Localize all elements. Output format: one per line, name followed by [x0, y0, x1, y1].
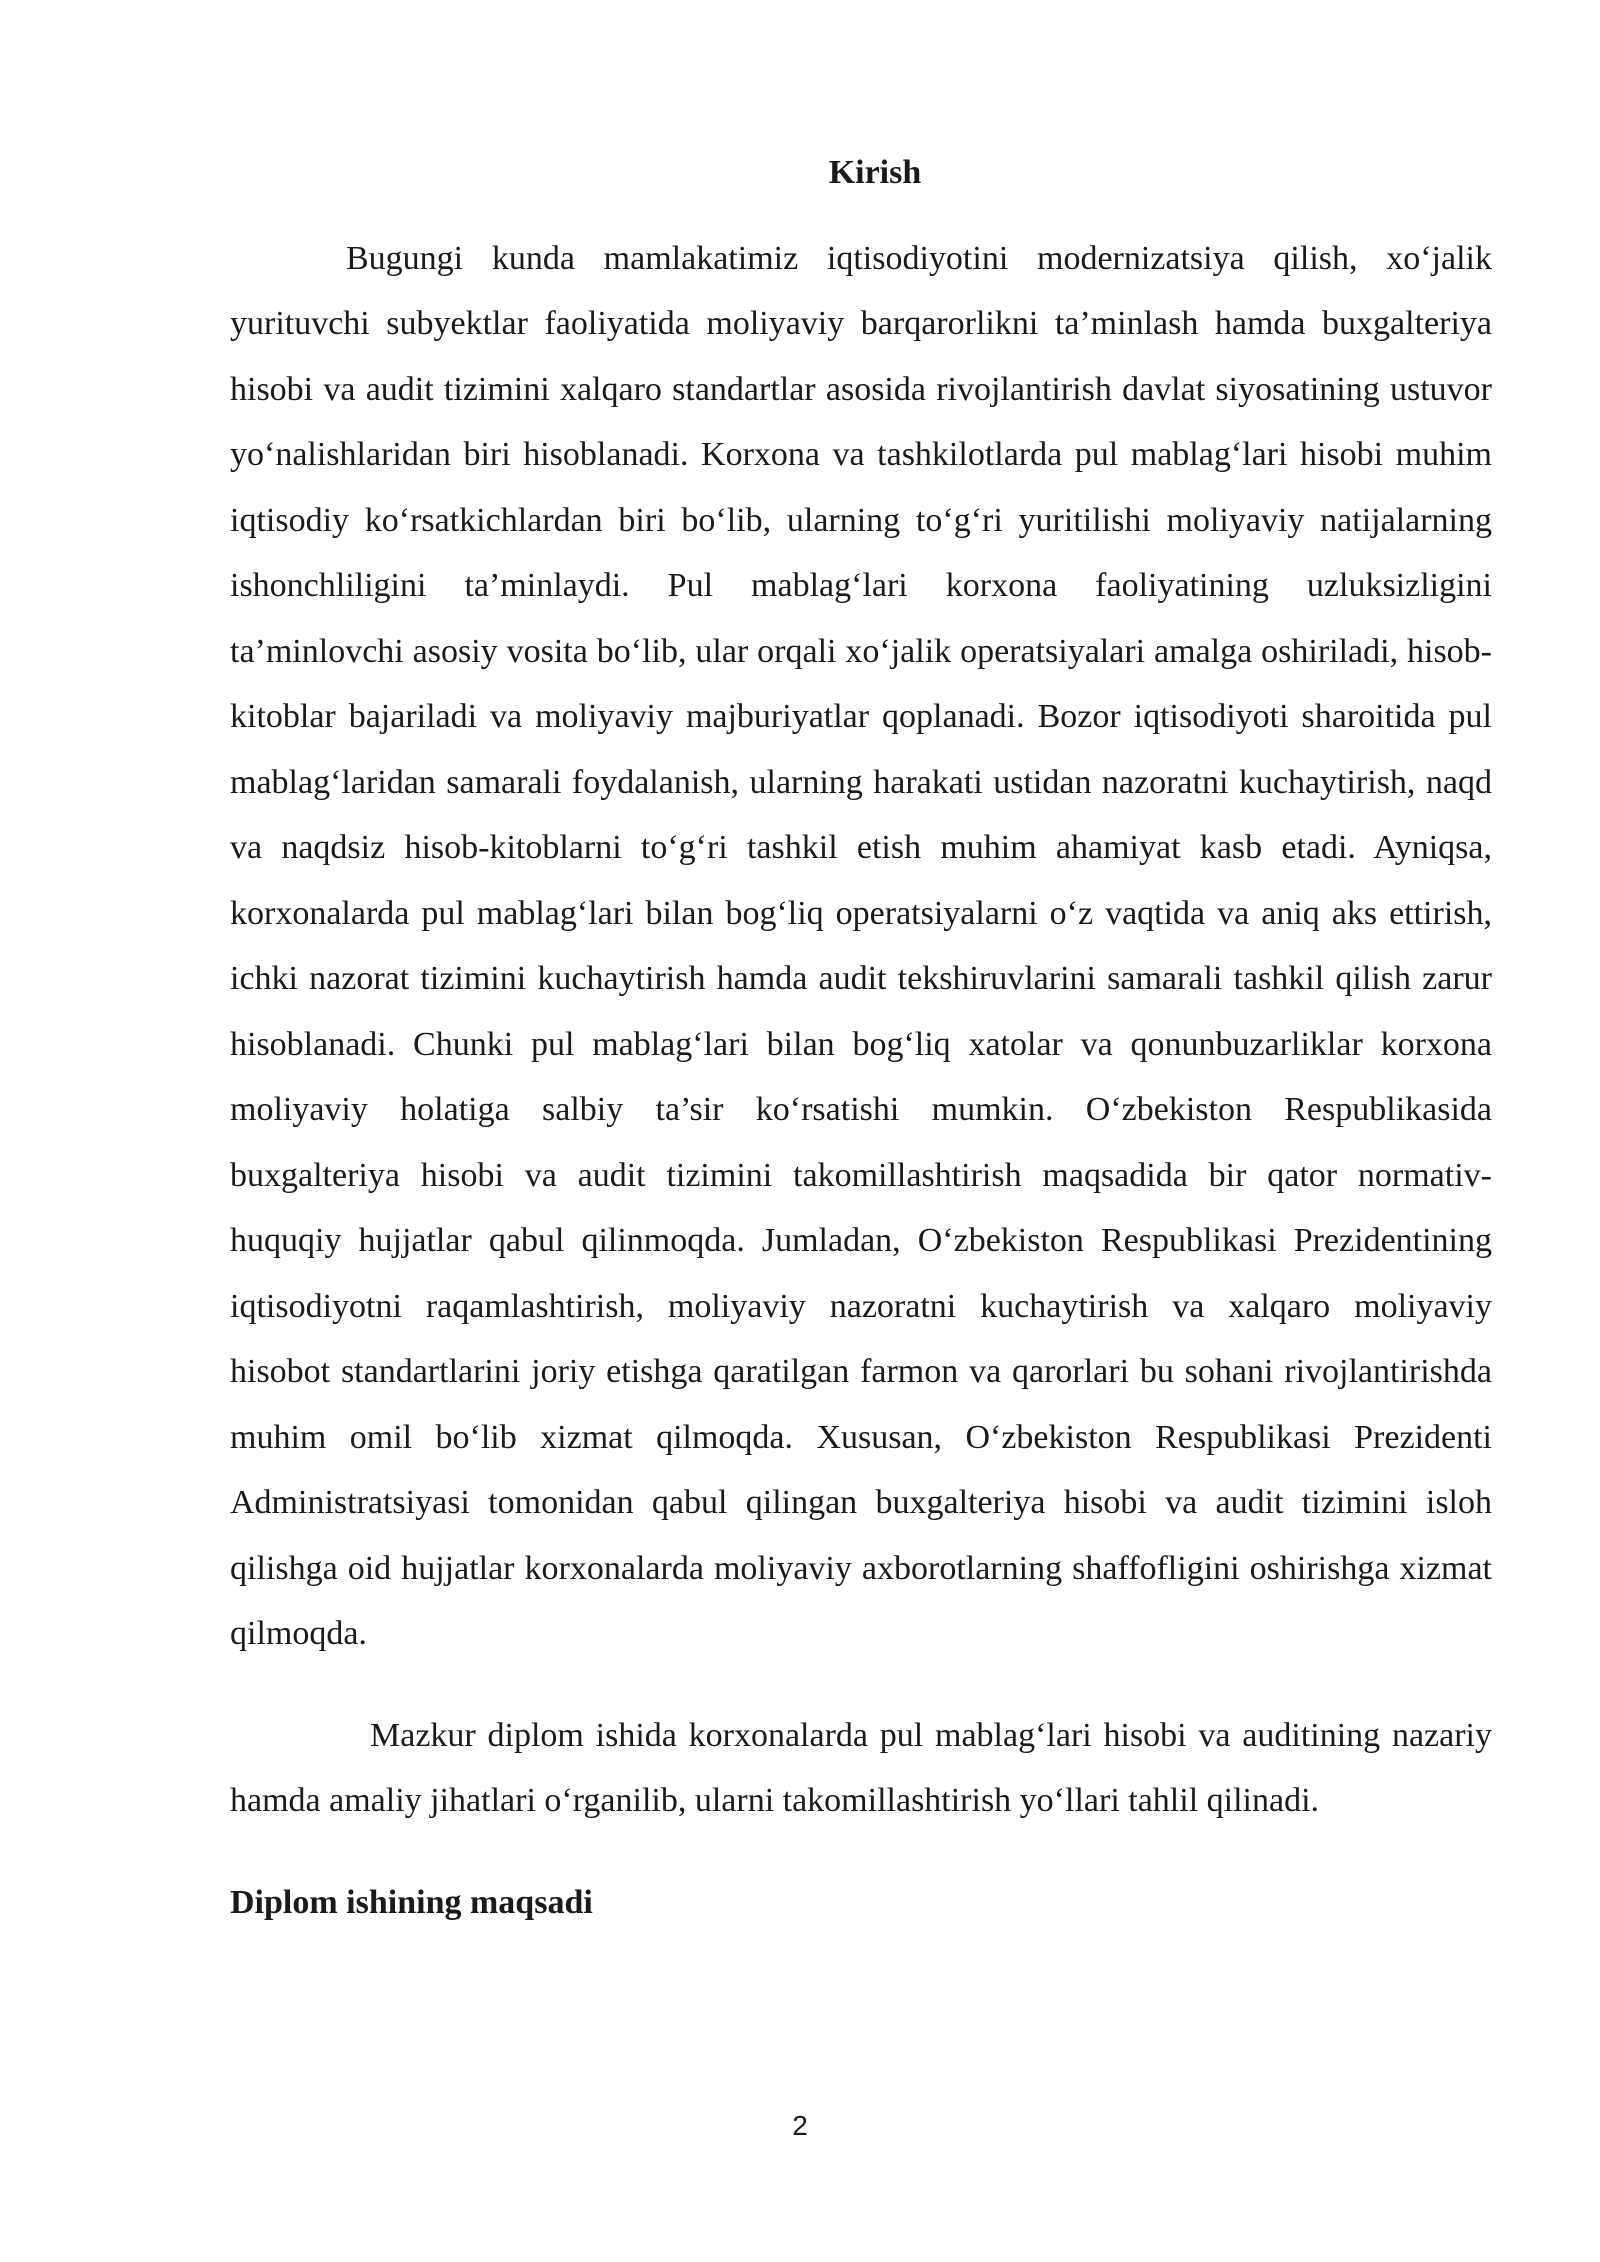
page-content — [230, 140, 1492, 1935]
section-title: Kirish — [828, 154, 922, 191]
scope-paragraph: Mazkur diplom ishida korxonalarda pul mablag‘lari hisobi va auditining nazariy hamda amaliy jihatlari o‘rganilib, ularni takomillashtirish yo‘llari tahlil qilinadi. — [230, 1716, 1492, 1819]
intro-paragraph: Bugungi kunda mamlakatimiz iqtisodiyotini modernizatsiya qilish, xo‘jalik yurituvchi subyektlar faoliyatida moliyaviy barqarorlikni ta’minlash hamda buxgalteriya hisobi va audit tizimini xalqaro standartlar asosida rivojlantirish davlat siyosatining ustuvor yo‘nalishlaridan biri hisoblanadi. Korxona va tashkilotlarda pul mablag‘lari hisobi muhim iqtisodiy ko‘rsatkichlardan biri bo‘lib, ularning to‘g‘ri yuritilishi moliyaviy natijalarning ishonchliligini ta’minlaydi. Pul mablag‘lari korxona faoliyatining uzluksizligini ta’minlovchi asosiy vosita bo‘lib, ular orqali xo‘jalik operatsiyalari amalga oshiriladi, hisob-kitoblar bajariladi va moliyaviy majburiyatlar qoplanadi. Bozor iqtisodiyoti sharoitida pul mablag‘laridan samarali foydalanish, ularning harakati ustidan nazoratni kuchaytirish, naqd va naqdsiz hisob-kitoblarni to‘g‘ri tashkil etish muhim ahamiyat kasb etadi. Ayniqsa, korxonalarda pul mablag‘lari bilan bog‘liq operatsiyalarni o‘z vaqtida va aniq aks ettirish, ichki nazorat tizimini kuchaytirish hamda audit tekshiruvlarini samarali tashkil qilish zarur hisoblanadi. Chunki pul mablag‘lari bilan bog‘liq xatolar va qonunbuzarliklar korxona moliyaviy holatiga salbiy ta’sir ko‘rsatishi mumkin. O‘zbekiston Respublikasida buxgalteriya hisobi va audit tizimini takomillashtirish maqsadida bir qator normativ-huquqiy hujjatlar qabul qilinmoqda. Jumladan, O‘zbekiston Respublikasi Prezidentining iqtisodiyotni raqamlashtirish, moliyaviy nazoratni kuchaytirish va xalqaro moliyaviy hisobot standartlarini joriy etishga qaratilgan farmon va qarorlari bu sohani rivojlantirishda muhim omil bo‘lib xizmat qilmoqda. Xususan, O‘zbekiston Respublikasi Prezidenti Administratsiyasi tomonidan qabul qilingan buxgalteriya hisobi va audit tizimini isloh qilishga oid hujjatlar korxonalarda moliyaviy axborotlarning shaffofligini oshirishga xizmat qilmoqda. — [230, 239, 1492, 1652]
page-number: 2 — [792, 2110, 808, 2141]
subheading-goal: Diplom ishining maqsadi — [230, 1883, 593, 1921]
